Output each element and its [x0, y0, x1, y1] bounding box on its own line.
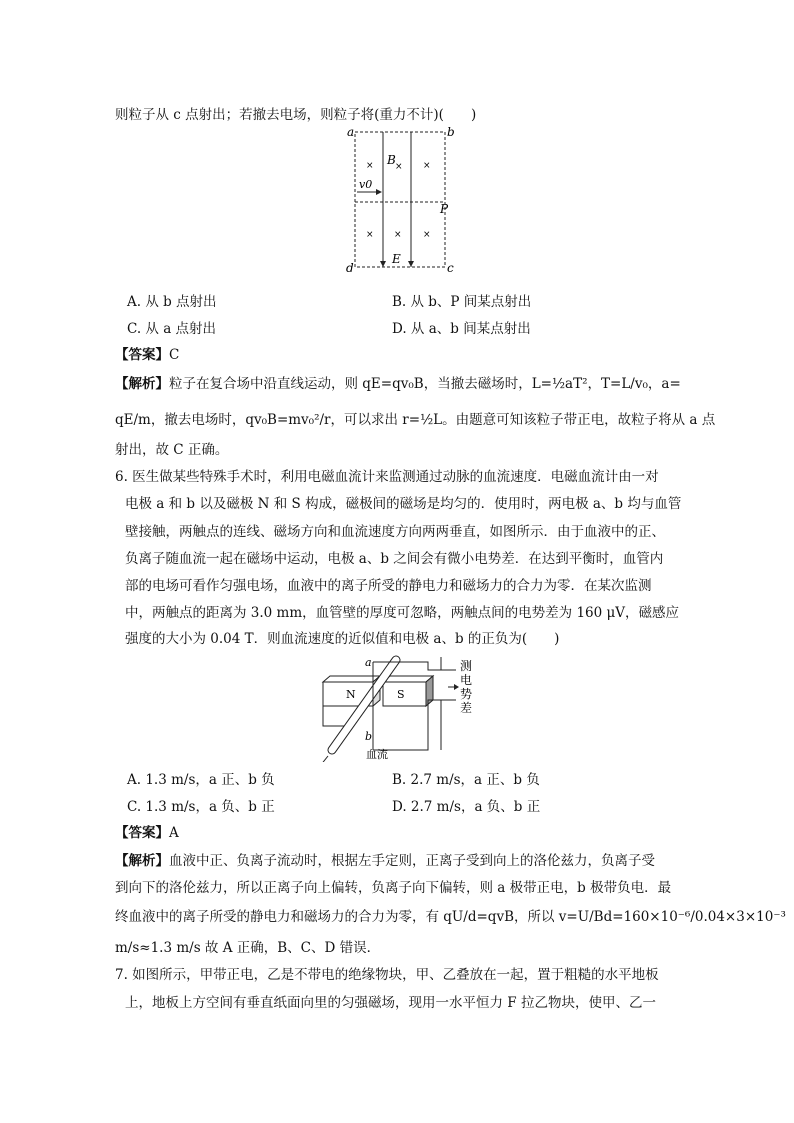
cross-mark: × — [395, 162, 403, 172]
label-v0: v0 — [359, 178, 373, 191]
q5-analysis-2: qE/m，撤去电场时，qv₀B=mv₀²/r，可以求出 r=½L。由题意可知该粒子带正电，故粒子将从 a 点 — [115, 412, 716, 428]
answer-label: 【答案】 — [115, 825, 169, 841]
label-S: S — [397, 688, 405, 701]
cross-mark: × — [366, 230, 374, 240]
q5-stem-tail: 则粒子从 c 点射出；若撤去电场，则粒子将(重力不计)( ) — [115, 107, 477, 123]
q5-field-figure — [335, 122, 465, 277]
measure-char-1: 测 — [460, 659, 473, 673]
label-b: b — [365, 730, 373, 743]
q5-answer: C — [169, 347, 180, 363]
q6-analysis-line-1 — [115, 849, 655, 869]
cross-mark: × — [394, 230, 402, 240]
q6-analysis-3: 终血液中的离子所受的静电力和磁场力的合力为零，有 qU/d=qvB，所以 v=U/Bd=160×10⁻⁶/0.04×3×10⁻³ — [115, 909, 786, 925]
label-E: E — [392, 252, 401, 266]
q5-option-c: C. 从 a 点射出 — [127, 321, 217, 337]
q5-option-b: B. 从 b、P 间某点射出 — [392, 294, 532, 310]
q6-option-b: B. 2.7 m/s，a 正、b 负 — [392, 772, 540, 788]
cross-mark: × — [423, 161, 431, 171]
label-P: P — [440, 202, 449, 216]
cross-mark: × — [366, 161, 374, 171]
v0-arrowhead — [376, 189, 382, 195]
corner-d: d — [346, 261, 354, 275]
q6-answer: A — [169, 825, 179, 841]
q5-option-d: D. 从 a、b 间某点射出 — [392, 321, 531, 337]
q6-line-1: 6. 医生做某些特殊手术时，利用电磁血流计来监测通过动脉的血流速度．电磁血流计由一对 — [115, 469, 659, 485]
q5-analysis-3: 射出，故 C 正确。 — [115, 442, 229, 458]
e-arrow-2 — [408, 261, 414, 267]
q7-line-1: 7. 如图所示，甲带正电，乙是不带电的绝缘物块，甲、乙叠放在一起，置于粗糙的水平地板 — [115, 967, 659, 983]
q6-option-d: D. 2.7 m/s，a 负、b 正 — [392, 799, 541, 815]
q6-line-7: 强度的大小为 0.04 T．则血流速度的近似值和电极 a、b 的正负为( ) — [125, 631, 560, 647]
q6-analysis-2: 到向下的洛伦兹力，所以正离子向上偏转，负离子向下偏转，则 a 极带正电，b 极带负电．最 — [115, 880, 672, 896]
measure-char-4: 差 — [460, 701, 473, 715]
answer-label: 【答案】 — [115, 347, 169, 363]
corner-a: a — [347, 125, 355, 139]
q6-line-2: 电极 a 和 b 以及磁极 N 和 S 构成，磁极间的磁场是均匀的．使用时，两电极 a、b 均与血管 — [125, 496, 682, 512]
q6-flowmeter-figure — [318, 652, 493, 762]
q7-line-2: 上，地板上方空间有垂直纸面向里的匀强磁场，现用一水平恒力 F 拉乙物块，使甲、乙一 — [125, 995, 656, 1011]
analysis-label: 【解析】 — [115, 376, 169, 392]
corner-c: c — [447, 261, 454, 275]
q6-analysis-4: m/s≈1.3 m/s 故 A 正确，B、C、D 错误． — [115, 940, 381, 956]
measure-char-3: 势 — [460, 687, 473, 701]
q6-line-4: 负离子随血流一起在磁场中运动，电极 a、b 之间会有微小电势差．在达到平衡时，血管内 — [125, 551, 664, 567]
corner-b: b — [447, 125, 455, 139]
q5-analysis-line-1 — [115, 372, 681, 392]
field-region-border — [355, 132, 445, 267]
q6-line-3: 壁接触，两触点的连线、磁场方向和血流速度方向两两垂直，如图所示．由于血液中的正、 — [125, 524, 665, 540]
n-pole-top — [323, 676, 380, 682]
label-B: B — [387, 153, 396, 167]
cross-mark: × — [423, 230, 431, 240]
label-a: a — [365, 656, 372, 669]
e-arrow-1 — [380, 261, 386, 267]
q5-option-a: A. 从 b 点射出 — [127, 294, 217, 310]
label-N: N — [346, 688, 356, 701]
blood-flow-label: 血流 — [366, 748, 388, 761]
q6-option-a: A. 1.3 m/s，a 正、b 负 — [127, 772, 275, 788]
q5-answer-line — [115, 343, 179, 363]
measure-char-2: 电 — [460, 673, 473, 687]
q6-option-c: C. 1.3 m/s，a 负、b 正 — [127, 799, 275, 815]
q6-analysis-1: 血液中正、负离子流动时，根据左手定则，正离子受到向上的洛伦兹力，负离子受 — [169, 853, 655, 869]
q5-analysis-1: 粒子在复合场中沿直线运动，则 qE=qv₀B，当撤去磁场时，L=½aT²，T=L/v₀，a= — [169, 376, 681, 392]
analysis-label: 【解析】 — [115, 853, 169, 869]
q6-answer-line — [115, 821, 179, 841]
q6-line-5: 部的电场可看作匀强电场，血液中的离子所受的静电力和磁场力的合力为零．在某次监测 — [125, 578, 652, 594]
s-pole-top — [383, 676, 433, 682]
q6-line-6: 中，两触点的距离为 3.0 mm，血管壁的厚度可忽略，两触点间的电势差为 160 μV，磁感应 — [125, 605, 680, 621]
